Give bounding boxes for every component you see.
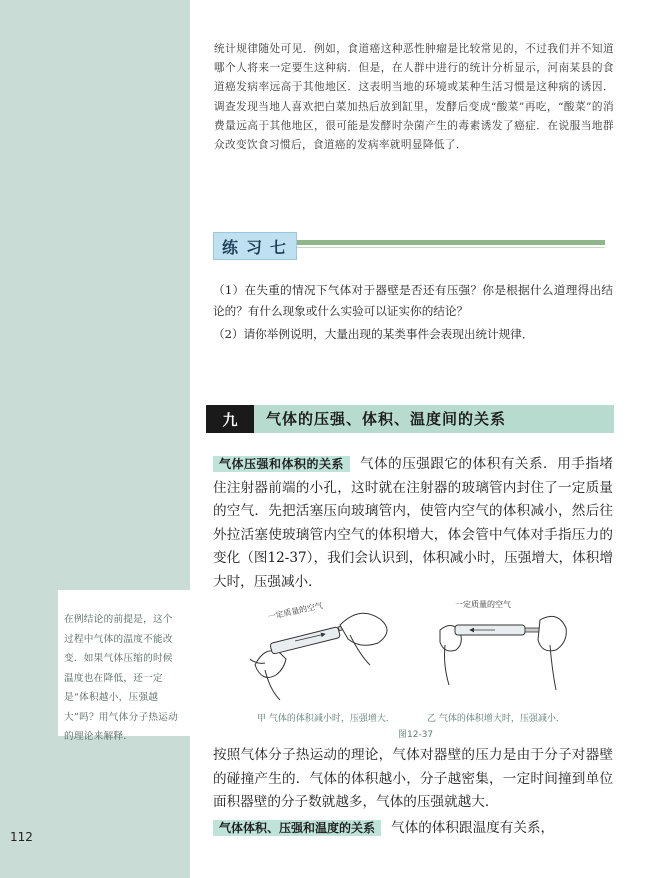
- syringe-left: [250, 613, 387, 700]
- section-number: 九: [206, 405, 254, 433]
- syringe-illustration: [250, 595, 600, 705]
- subsection-2: [213, 817, 613, 841]
- subsection-1: [213, 453, 613, 594]
- subsection-2-text: 气体的体积跟温度有关系，: [391, 820, 555, 836]
- exercise-title-rule-thin: [297, 247, 605, 248]
- paragraph-2: 按照气体分子热运动的理论，气体对器壁的压力是由于分子对器壁的碰撞产生的．气体的体积越小，分子越密集，一定时间撞到单位面积器壁的分子数就越多，气体的压强就越大．: [213, 747, 613, 810]
- figure-number: 图12-37: [398, 730, 434, 740]
- exercise-question-1: （1）在失重的情况下气体对于器壁是否还有压强？你是根据什么道理得出结论的？有什么现象或什么实验可以证实你的结论？: [213, 283, 613, 318]
- subsection-1-text: 气体的压强跟它的体积有关系．用手指堵住注射器前端的小孔，这时就在注射器的玻璃管内封住了一定质量的空气．先把活塞压向玻璃管内，使管内空气的体积减小，然后往外拉活塞使玻璃管内空气的体积增大，体会管中气体对手指压力的变化（图12-37），我们会认识到，体积减小时，压强增大，体积增大时，压强减小．: [213, 456, 613, 590]
- subsection-2-heading: 气体体积、压强和温度的关系: [213, 820, 381, 836]
- page-number: 112: [10, 830, 33, 844]
- syringe-right: [440, 616, 566, 690]
- figure-caption-left: 甲 气体的体积减小时，压强增大．: [257, 714, 395, 724]
- exercise-title-rule: [297, 240, 605, 245]
- figure-label-right: 一定质量的空气: [455, 600, 511, 609]
- exercise-title: 练习七: [213, 232, 297, 260]
- section-title: 气体的压强、体积、温度间的关系: [266, 410, 507, 428]
- figure-caption-right: 乙 气体的体积增大时，压强减小．: [427, 714, 565, 724]
- intro-paragraph: 统计规律随处可见．例如，食道癌这种恶性肿瘤是比较常见的，不过我们并不知道哪个人将来一定要生这种病．但是，在人群中进行的统计分析显示，河南某县的食道癌发病率远高于其他地区．这表明当地的环境或某种生活习惯是这种病的诱因．调查发现当地人喜欢把白菜加热后放到缸里，发酵后变成“酸菜”再吃，“酸菜”的消费量远高于其他地区，很可能是发酵时杂菌产生的毒素诱发了癌症．在说服当地群众改变饮食习惯后，食道癌的发病率就明显降低了．: [214, 43, 614, 152]
- subsection-1-heading: 气体压强和体积的关系: [213, 456, 350, 472]
- side-note-text: 在例结论的前提是，这个过程中气体的温度不能改变．如果气体压缩的时候温度也在降低，还一定是“体积越小，压强越大”吗？用气体分子热运动的理论来解释．: [64, 614, 179, 742]
- figure-label-left: 一定质量的空气: [267, 601, 324, 622]
- figure-12-37: [250, 595, 600, 705]
- exercise-question-2: （2）请你举例说明，大量出现的某类事件会表现出统计规律．: [213, 327, 534, 341]
